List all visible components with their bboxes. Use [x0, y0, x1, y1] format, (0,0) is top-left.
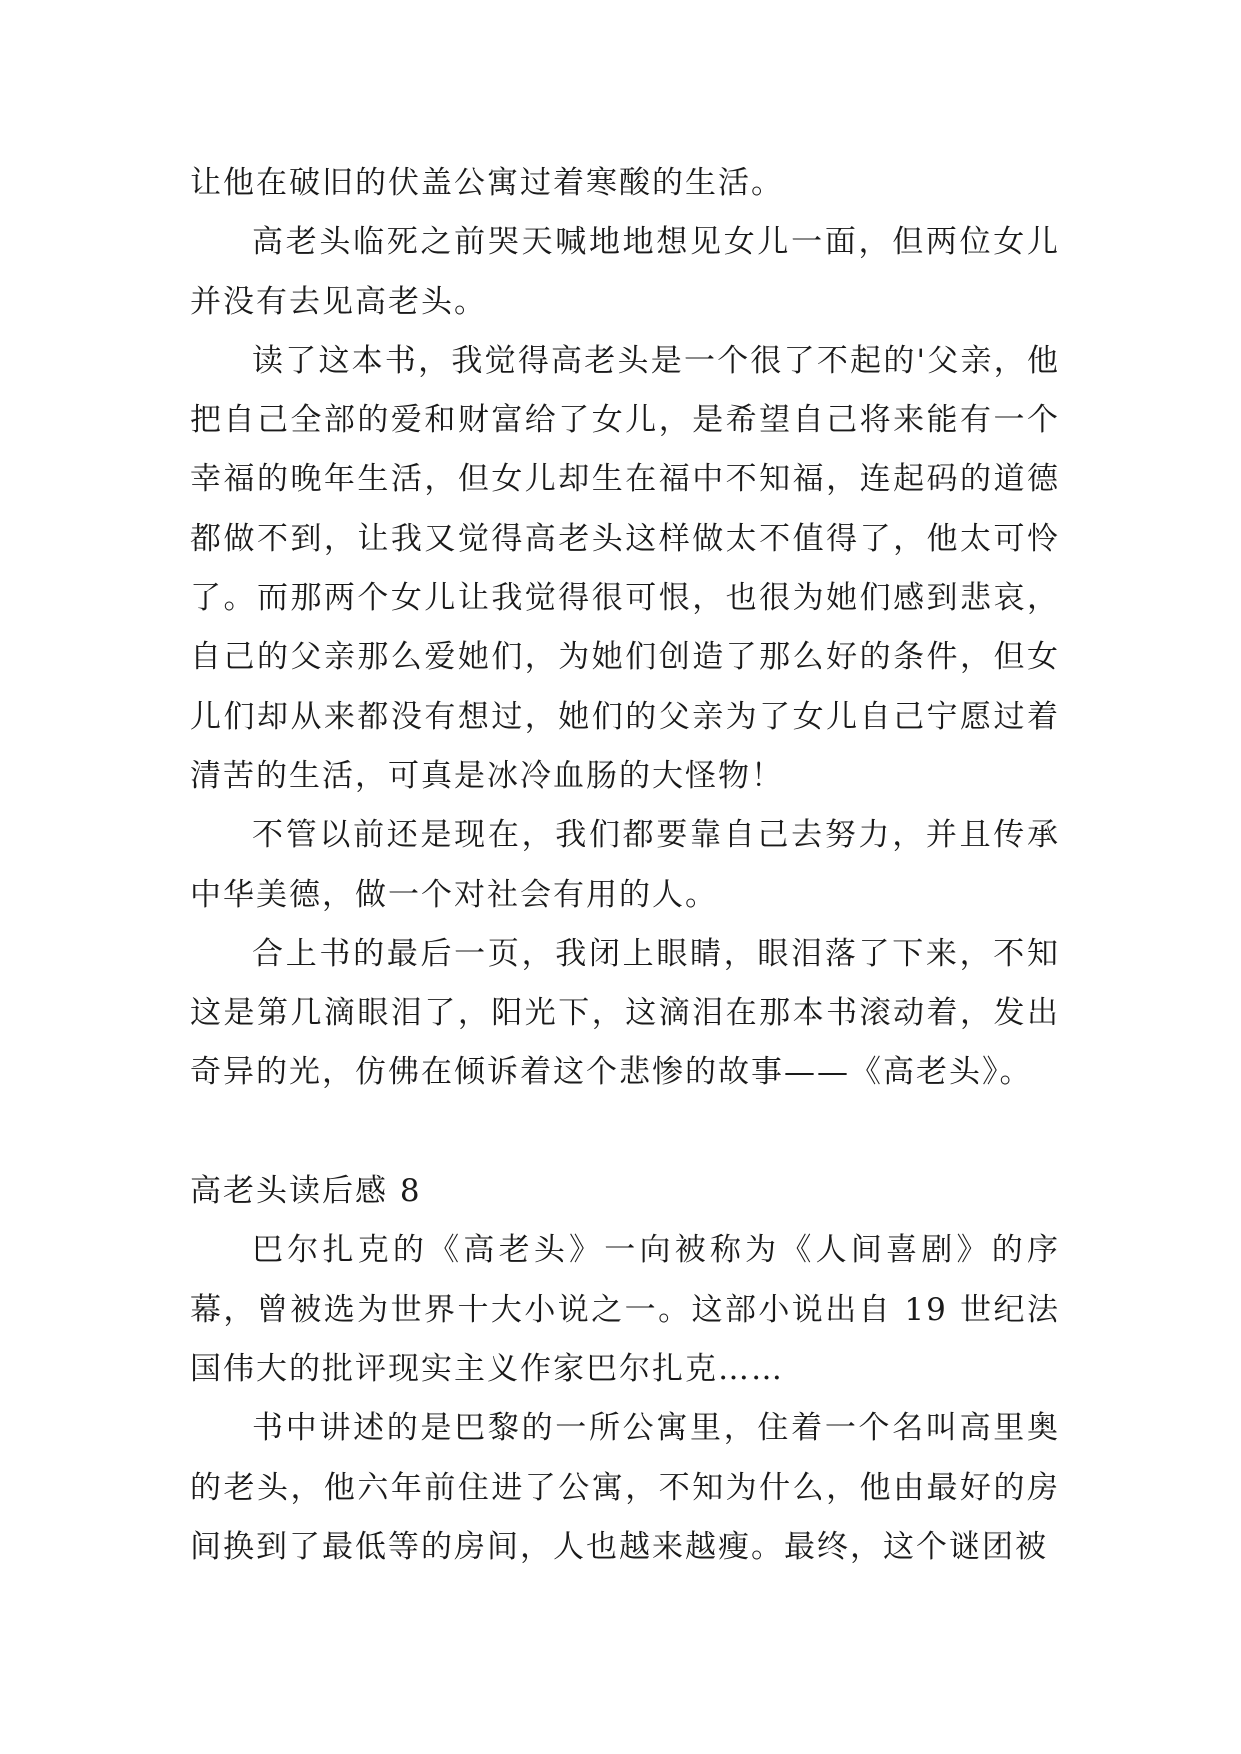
lead-paragraph: 让他在破旧的伏盖公寓过着寒酸的生活。 [190, 165, 784, 201]
document-body [190, 154, 1060, 1577]
section-paragraph-1: 巴尔扎克的《高老头》一向被称为《人间喜剧》的序幕，曾被选为世界十大小说之一。这部小说出自 19 世纪法国伟大的批评现实主义作家巴尔扎克…… [190, 1232, 1060, 1387]
section-paragraph-2: 书中讲述的是巴黎的一所公寓里，住着一个名叫高里奥的老头，他六年前住进了公寓，不知为什么，他由最好的房间换到了最低等的房间，人也越来越瘦。最终，这个谜团被 [190, 1410, 1060, 1565]
paragraph-1: 高老头临死之前哭天喊地地想见女儿一面，但两位女儿并没有去见高老头。 [190, 224, 1060, 320]
paragraph-3: 不管以前还是现在，我们都要靠自己去努力，并且传承中华美德，做一个对社会有用的人。 [190, 817, 1060, 913]
paragraph-4: 合上书的最后一页，我闭上眼睛，眼泪落了下来，不知这是第几滴眼泪了，阳光下，这滴泪在那本书滚动着，发出奇异的光，仿佛在倾诉着这个悲惨的故事——《高老头》。 [190, 935, 1060, 1091]
section-heading: 高老头读后感 8 [190, 1173, 422, 1210]
paragraph-2: 读了这本书，我觉得高老头是一个很了不起的'父亲，他把自己全部的爱和财富给了女儿，是希望自己将来能有一个幸福的晚年生活，但女儿却生在福中不知福，连起码的道德都做不到，让我又觉得高老头这样做太不值得了，他太可怜了。而那两个女儿让我觉得很可恨，也很为她们感到悲哀，自己的父亲那么爱她们，为她们创造了那么好的条件，但女儿们却从来都没有想过，她们的父亲为了女儿自己宁愿过着清苦的生活，可真是冰冷血肠的大怪物！ [190, 342, 1060, 794]
